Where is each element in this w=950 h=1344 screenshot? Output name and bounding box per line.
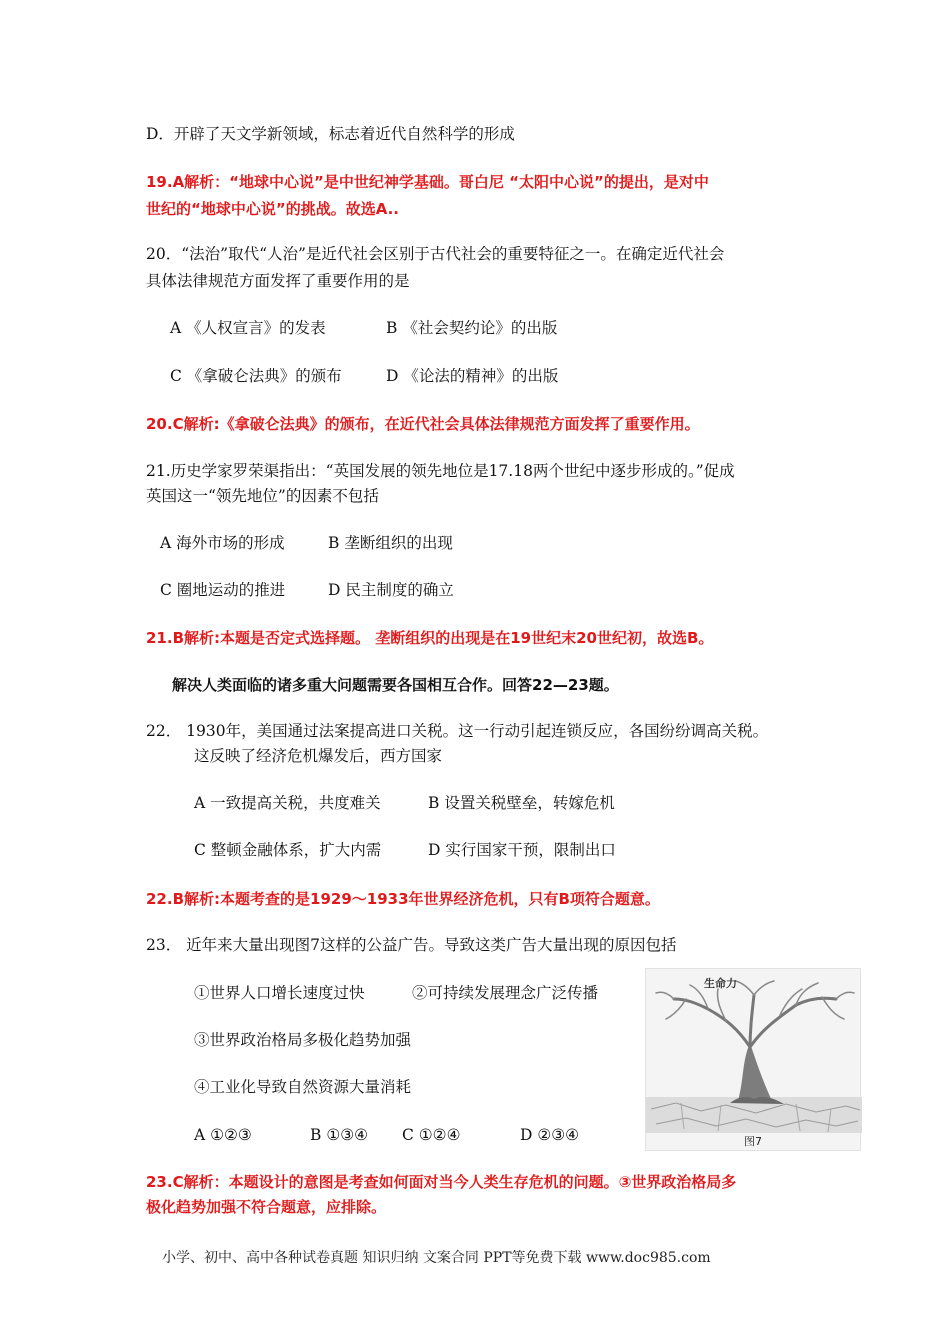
q22-option-d: D 实行国家干预，限制出口 — [428, 841, 616, 859]
q22-option-b: B 设置关税壁垒，转嫁危机 — [428, 794, 615, 812]
q21-stem-line2: 英国这一“领先地位”的因素不包括 — [146, 487, 379, 505]
q19-answer-line1: 19.A解析：“地球中心说”是中世纪神学基础。哥白尼 “太阳中心说”的提出，是对中 — [146, 173, 709, 191]
tree-illustration — [646, 969, 862, 1152]
q21-option-c: C 圈地运动的推进 — [160, 581, 286, 599]
q20-option-d: D 《论法的精神》的出版 — [386, 367, 559, 385]
q20-stem-line1: 20．“法治”取代“人治”是近代社会区别于古代社会的重要特征之一。在确定近代社会 — [146, 245, 725, 263]
q19-answer-line2: 世纪的“地球中心说”的挑战。故选A.. — [146, 200, 400, 218]
q20-option-c: C 《拿破仑法典》的颁布 — [170, 367, 342, 385]
q23-option-c: C ①②④ — [402, 1126, 461, 1144]
figure-7-title: 生命力 — [704, 977, 737, 990]
q23-item-1: ①世界人口增长速度过快 — [194, 984, 365, 1002]
q23-answer-line1: 23.C解析：本题设计的意图是考查如何面对当今人类生存危机的问题。③世界政治格局多 — [146, 1173, 737, 1191]
q21-stem-line1: 21.历史学家罗荣渠指出：“英国发展的领先地位是17.18两个世纪中逐步形成的。”促成 — [146, 462, 735, 480]
q21-option-d: D 民主制度的确立 — [328, 581, 454, 599]
q21-answer: 21.B解析:本题是否定式选择题。 垄断组织的出现是在19世纪末20世纪初，故选B。 — [146, 629, 714, 647]
q23-option-d: D ②③④ — [520, 1126, 580, 1144]
q23-item-3: ③世界政治格局多极化趋势加强 — [194, 1031, 412, 1049]
q22-stem-line2: 这反映了经济危机爆发后，西方国家 — [194, 747, 443, 765]
q22-option-c: C 整顿金融体系，扩大内需 — [194, 841, 382, 859]
group-intro: 解决人类面临的诸多重大问题需要各国相互合作。回答22—23题。 — [172, 676, 619, 694]
q21-option-a: A 海外市场的形成 — [160, 534, 285, 552]
figure-7-tree — [645, 968, 861, 1151]
q23-answer-line2: 极化趋势加强不符合题意，应排除。 — [146, 1198, 387, 1216]
q23-option-a: A ①②③ — [194, 1126, 252, 1144]
q20-option-a: A 《人权宣言》的发表 — [170, 319, 326, 337]
q22-answer: 22.B解析:本题考查的是1929～1933年世界经济危机，只有B项符合题意。 — [146, 890, 660, 908]
q22-stem-line1: 22． 1930年，美国通过法案提高进口关税。这一行动引起连锁反应，各国纷纷调高关税。 — [146, 722, 769, 740]
q23-item-2: ②可持续发展理念广泛传播 — [412, 984, 599, 1002]
q23-stem: 23． 近年来大量出现图7这样的公益广告。导致这类广告大量出现的原因包括 — [146, 936, 677, 954]
q22-option-a: A 一致提高关税，共度难关 — [194, 794, 381, 812]
page-footer: 小学、初中、高中各种试卷真题 知识归纳 文案合同 PPT等免费下载 www.doc985.com — [162, 1250, 711, 1266]
q20-stem-line2: 具体法律规范方面发挥了重要作用的是 — [146, 272, 410, 290]
q20-option-b: B 《社会契约论》的出版 — [386, 319, 558, 337]
q23-option-b: B ①③④ — [310, 1126, 369, 1144]
q19-option-d: D．开辟了天文学新领域，标志着近代自然科学的形成 — [146, 125, 515, 143]
figure-7-caption: 图7 — [744, 1135, 762, 1148]
q20-answer: 20.C解析:《拿破仑法典》的颁布，在近代社会具体法律规范方面发挥了重要作用。 — [146, 415, 700, 433]
q21-option-b: B 垄断组织的出现 — [328, 534, 453, 552]
q23-item-4: ④工业化导致自然资源大量消耗 — [194, 1078, 412, 1096]
